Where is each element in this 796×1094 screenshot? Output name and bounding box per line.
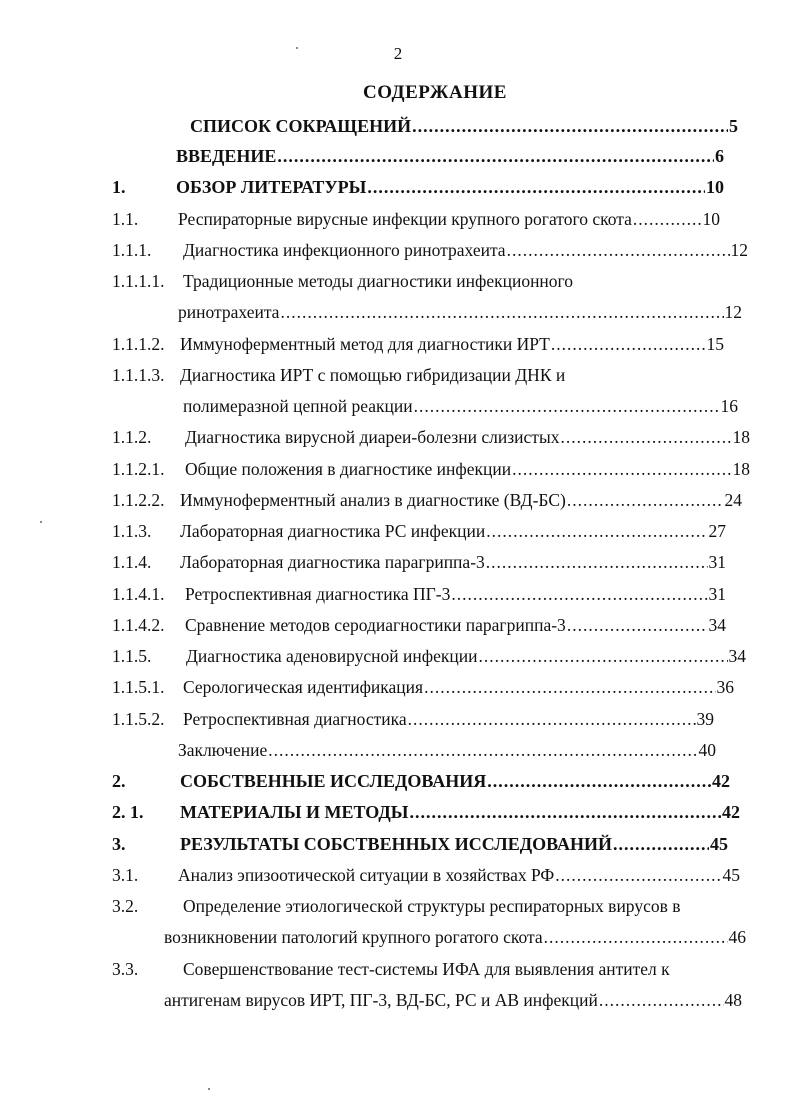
toc-entry-number: 1.1.1.3. bbox=[112, 365, 165, 385]
toc-entry-title: Ретроспективная диагностика ПГ-3 bbox=[185, 584, 451, 604]
toc-entry-page: 36 bbox=[716, 677, 734, 697]
toc-dot-leader bbox=[478, 643, 727, 669]
toc-entry-title: Диагностика ИРТ с помощью гибридизации ДНК и bbox=[180, 365, 566, 385]
toc-entry-page: 46 bbox=[728, 927, 746, 947]
toc-entry-page: 45 bbox=[710, 834, 728, 854]
toc-dot-leader bbox=[633, 206, 702, 232]
toc-entry bbox=[0, 362, 796, 388]
toc-entry-page: 31 bbox=[708, 552, 726, 572]
toc-dot-leader bbox=[544, 924, 728, 950]
scan-speck bbox=[208, 1088, 210, 1090]
toc-entry-page: 10 bbox=[702, 209, 720, 229]
toc-dot-leader bbox=[507, 237, 730, 263]
toc-entry-number: 3.3. bbox=[112, 959, 139, 979]
toc-entry-number: 1.1.4. bbox=[112, 552, 152, 572]
toc-dot-leader bbox=[414, 393, 720, 419]
toc-entry-number: 1.1.4.2. bbox=[112, 615, 165, 635]
toc-entry-title: РЕЗУЛЬТАТЫ СОБСТВЕННЫХ ИССЛЕДОВАНИЙ bbox=[180, 834, 612, 854]
toc-entry-number: 1.1.3. bbox=[112, 521, 152, 541]
toc-entry-title: ОБЗОР ЛИТЕРАТУРЫ bbox=[176, 177, 367, 197]
toc-entry bbox=[0, 862, 796, 888]
toc-dot-leader bbox=[367, 174, 705, 200]
toc-dot-leader bbox=[560, 424, 731, 450]
toc-entry bbox=[0, 674, 796, 700]
toc-entry-number: 1.1.5.2. bbox=[112, 709, 165, 729]
toc-entry bbox=[0, 893, 796, 919]
toc-entry-page: 15 bbox=[706, 334, 724, 354]
toc-entry bbox=[0, 456, 796, 482]
toc-entry-title-continuation: возникновении патологий крупного рогатого скота bbox=[164, 927, 543, 947]
toc-dot-leader bbox=[280, 299, 723, 325]
toc-heading: СОДЕРЖАНИЕ bbox=[363, 82, 507, 103]
toc-dot-leader bbox=[268, 737, 697, 763]
toc-dot-leader bbox=[487, 768, 711, 794]
toc-entry-title: Заключение bbox=[178, 740, 268, 760]
toc-entry-title: Сравнение методов серодиагностики парагриппа-3 bbox=[185, 615, 566, 635]
toc-entry-page: 18 bbox=[732, 459, 750, 479]
toc-entry-page: 18 bbox=[732, 427, 750, 447]
toc-entry-number: 2. bbox=[112, 771, 126, 791]
toc-entry-number: 1.1.5. bbox=[112, 646, 152, 666]
toc-entry-page: 24 bbox=[724, 490, 742, 510]
toc-entry-title: Иммуноферментный метод для диагностики ИРТ bbox=[180, 334, 550, 354]
toc-entry-title: Респираторные вирусные инфекции крупного рогатого скота bbox=[178, 209, 632, 229]
toc-entry bbox=[0, 549, 796, 575]
toc-entry-page: 31 bbox=[708, 584, 726, 604]
toc-entry-page: 34 bbox=[728, 646, 746, 666]
toc-entry-title: Определение этиологической структуры респираторных вирусов в bbox=[183, 896, 681, 916]
toc-dot-leader bbox=[408, 706, 696, 732]
toc-entry-page: 12 bbox=[730, 240, 748, 260]
toc-dot-leader bbox=[512, 456, 731, 482]
toc-entry-title: МАТЕРИАЛЫ И МЕТОДЫ bbox=[180, 802, 409, 822]
toc-entry-title: Иммуноферментный анализ в диагностике (ВД-БС) bbox=[180, 490, 566, 510]
toc-dot-leader bbox=[409, 799, 721, 825]
toc-entry-number: 1.1.5.1. bbox=[112, 677, 165, 697]
toc-entry-title: Диагностика аденовирусной инфекции bbox=[186, 646, 478, 666]
toc-entry-page: 39 bbox=[696, 709, 714, 729]
toc-entry-title: СПИСОК СОКРАЩЕНИЙ bbox=[190, 116, 412, 136]
toc-dot-leader bbox=[551, 331, 706, 357]
toc-entry-number: 1.1. bbox=[112, 209, 139, 229]
toc-entry bbox=[0, 487, 796, 513]
toc-dot-leader bbox=[555, 862, 721, 888]
toc-entry-number: 2. 1. bbox=[112, 802, 144, 822]
toc-entry bbox=[0, 768, 796, 794]
toc-entry bbox=[0, 831, 796, 857]
toc-dot-leader bbox=[567, 487, 724, 513]
toc-entry bbox=[0, 393, 796, 419]
toc-entry bbox=[0, 143, 796, 169]
toc-entry bbox=[0, 331, 796, 357]
toc-entry-number: 1.1.2. bbox=[112, 427, 152, 447]
toc-entry-title: Диагностика вирусной диареи-болезни слизистых bbox=[185, 427, 560, 447]
toc-entry bbox=[0, 737, 796, 763]
toc-dot-leader bbox=[424, 674, 715, 700]
toc-entry bbox=[0, 424, 796, 450]
toc-entry bbox=[0, 237, 796, 263]
toc-dot-leader bbox=[277, 143, 714, 169]
toc-dot-leader bbox=[412, 113, 728, 139]
toc-entry-number: 1.1.1.1. bbox=[112, 271, 165, 291]
toc-entry-title: Лабораторная диагностика РС инфекции bbox=[180, 521, 486, 541]
toc-entry bbox=[0, 706, 796, 732]
toc-entry bbox=[0, 924, 796, 950]
toc-entry-title: Анализ эпизоотической ситуации в хозяйствах РФ bbox=[178, 865, 555, 885]
toc-entry-page: 16 bbox=[720, 396, 738, 416]
toc-entry-page: 42 bbox=[712, 771, 730, 791]
toc-entry bbox=[0, 612, 796, 638]
toc-entry bbox=[0, 299, 796, 325]
toc-entry-number: 1.1.4.1. bbox=[112, 584, 165, 604]
toc-dot-leader bbox=[486, 518, 707, 544]
toc-entry bbox=[0, 113, 796, 139]
toc-entry-number: 1.1.1. bbox=[112, 240, 152, 260]
toc-dot-leader bbox=[599, 987, 724, 1013]
toc-entry bbox=[0, 956, 796, 982]
toc-entry-title: СОБСТВЕННЫЕ ИССЛЕДОВАНИЯ bbox=[180, 771, 487, 791]
toc-entry bbox=[0, 987, 796, 1013]
toc-entry bbox=[0, 581, 796, 607]
toc-entry-number: 3.2. bbox=[112, 896, 139, 916]
toc-entry bbox=[0, 206, 796, 232]
toc-entry-page: 40 bbox=[698, 740, 716, 760]
toc-entry-title: Лабораторная диагностика парагриппа-3 bbox=[180, 552, 485, 572]
toc-entry-number: 3.1. bbox=[112, 865, 139, 885]
page-number: 2 bbox=[393, 44, 403, 63]
toc-entry-page: 10 bbox=[706, 177, 724, 197]
toc-entry-title-continuation: полимеразной цепной реакции bbox=[183, 396, 413, 416]
toc-entry bbox=[0, 174, 796, 200]
toc-entry-number: 1.1.1.2. bbox=[112, 334, 165, 354]
toc-entry-title: ВВЕДЕНИЕ bbox=[176, 146, 277, 166]
toc-dot-leader bbox=[486, 549, 708, 575]
toc-entry-number: 1.1.2.1. bbox=[112, 459, 165, 479]
toc-entry-number: 1.1.2.2. bbox=[112, 490, 165, 510]
toc-entry bbox=[0, 643, 796, 669]
toc-entry-page: 27 bbox=[708, 521, 726, 541]
toc-entry-title-continuation: антигенам вирусов ИРТ, ПГ-3, ВД-БС, РС и АВ инфекций bbox=[164, 990, 598, 1010]
toc-entry-title: Серологическая идентификация bbox=[183, 677, 424, 697]
toc-entry-title: Совершенствование тест-системы ИФА для выявления антител к bbox=[183, 959, 670, 979]
toc-entry-number: 1. bbox=[112, 177, 126, 197]
scan-speck bbox=[296, 47, 298, 49]
toc-entry-page: 48 bbox=[724, 990, 742, 1010]
toc-entry-page: 5 bbox=[729, 116, 738, 136]
toc-dot-leader bbox=[613, 831, 709, 857]
toc-entry bbox=[0, 799, 796, 825]
toc-entry-title: Ретроспективная диагностика bbox=[183, 709, 407, 729]
toc-entry-page: 12 bbox=[724, 302, 742, 322]
scan-speck bbox=[40, 521, 42, 523]
toc-dot-leader bbox=[451, 581, 707, 607]
toc-entry-title: Традиционные методы диагностики инфекционного bbox=[183, 271, 574, 291]
toc-entry bbox=[0, 268, 796, 294]
toc-entry-page: 45 bbox=[722, 865, 740, 885]
toc-entry-title: Диагностика инфекционного ринотрахеита bbox=[183, 240, 506, 260]
toc-entry-title: Общие положения в диагностике инфекции bbox=[185, 459, 512, 479]
toc-entry bbox=[0, 518, 796, 544]
toc-dot-leader bbox=[567, 612, 708, 638]
toc-entry-number: 3. bbox=[112, 834, 126, 854]
toc-entry-title-continuation: ринотрахеита bbox=[178, 302, 280, 322]
toc-entry-page: 42 bbox=[722, 802, 740, 822]
toc-entry-page: 34 bbox=[708, 615, 726, 635]
toc-entry-page: 6 bbox=[715, 146, 724, 166]
